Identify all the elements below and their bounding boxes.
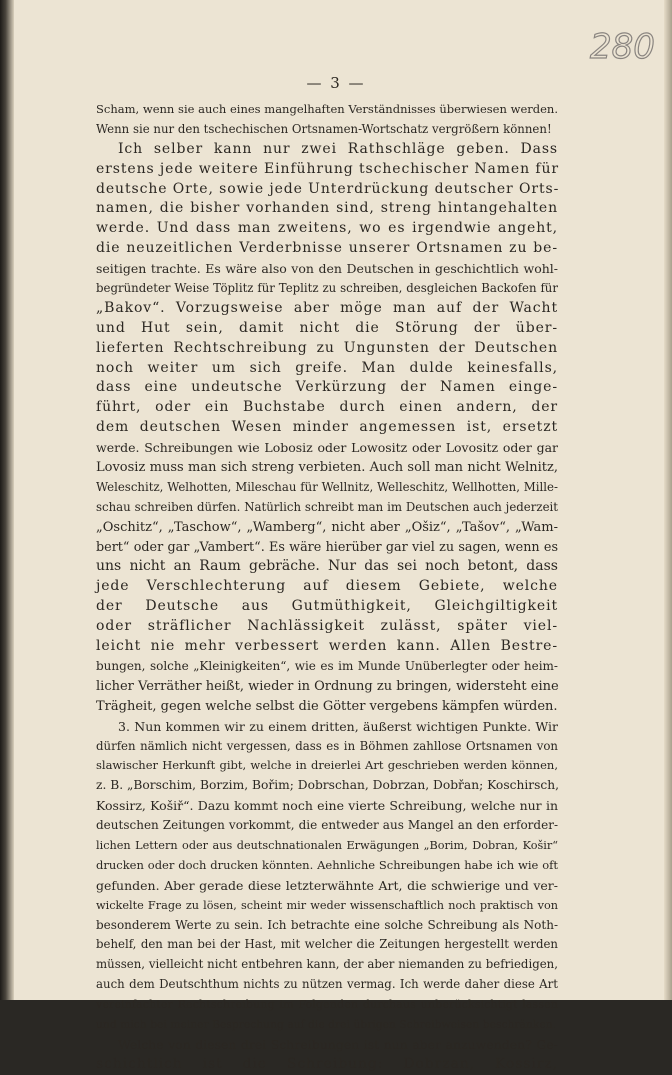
page-number: — 3 — xyxy=(306,74,366,92)
svg-text:280: 280 xyxy=(590,27,655,66)
text-line: werde. Schreibungen wie Lobosiz oder Lowositz oder Lovositz oder gar xyxy=(96,440,558,456)
text-line: Welche von diesen drei Schreibungen ist nun aber anzuwenden? Ge- xyxy=(118,1036,558,1052)
handwritten-page-number xyxy=(586,26,656,66)
text-line: deutsche Orte, sowie jede Unterdrückung deutscher Orts- xyxy=(96,180,560,197)
text-line: uns nicht an Raum gebräche. Nur das sei noch betont, dass xyxy=(96,558,558,575)
body-text xyxy=(96,100,558,1075)
text-line: „Oschitz“, „Taschow“, „Wamberg“, nicht aber „Ošiz“, „Tašov“, „Wam- xyxy=(96,519,558,535)
text-line: 3. Nun kommen wir zu einem dritten, äußerst wichtigen Punkte. Wir xyxy=(118,718,558,734)
text-line: leicht nie mehr verbessert werden kann. Allen Bestre- xyxy=(96,638,558,655)
text-line: dass eine undeutsche Verkürzung der Namen einge- xyxy=(96,379,558,396)
text-line: deutschen Zeitungen vorkommt, die entweder aus Mangel an den erforder- xyxy=(96,818,558,833)
text-line: und mich bei meiner Besprechung auf die drei übrigen Schreibweisen beschränken. xyxy=(96,1017,557,1031)
text-line: behelf, den man bei der Hast, mit welcher die Zeitungen hergestellt werden xyxy=(96,937,558,952)
text-line: seitigen trachte. Es wäre also von den Deutschen in geschichtlich wohl- xyxy=(96,261,558,277)
text-line: werde. Und dass man zweitens, wo es irgendwie angeht, xyxy=(96,220,558,237)
text-line: noch weiter um sich greife. Man dulde keinesfalls, xyxy=(96,359,558,376)
text-line: lichen Lettern oder aus deutschnationalen Erwägungen „Borim, Dobran, Košir“ xyxy=(96,838,558,852)
text-line: führt, oder ein Buchstabe durch einen andern, der xyxy=(96,399,558,416)
text-line: die neuzeitlichen Verderbnisse unserer Ortsnamen zu be- xyxy=(96,240,558,257)
text-line: Wenn sie nur den tschechischen Ortsnamen-Wortschatz vergrößern können! xyxy=(96,121,552,136)
text-line: vereinfachter Rechtschreibung im Folgenden durchaus unberücksichtigt lassen xyxy=(96,998,558,1012)
text-line: müssen, vielleicht nicht entbehren kann, der aber niemanden zu befriedigen, xyxy=(96,957,558,972)
text-line: Trägheit, gegen welche selbst die Götter vergebens kämpfen würden. xyxy=(96,698,558,714)
text-line: „Bakov“. Vorzugsweise aber möge man auf der Wacht xyxy=(96,299,558,316)
text-line: bungen, solche „Kleinigkeiten“, wie es im Munde Unüberlegter oder heim- xyxy=(96,658,558,673)
text-line: gefunden. Aber gerade diese letzterwähnte Art, die schwierige und ver- xyxy=(96,877,558,893)
text-line: Weleschitz, Welhotten, Mileschau für Wellnitz, Welleschitz, Wellhotten, Mille- xyxy=(96,479,558,494)
text-line: dürfen nämlich nicht vergessen, dass es in Böhmen zahllose Ortsnamen von xyxy=(96,738,558,753)
text-line: schau schreiben dürfen. Natürlich schreibt man im Deutschen auch jederzeit xyxy=(96,499,558,514)
text-line: licher Verräther heißt, wieder in Ordnung zu bringen, widersteht eine xyxy=(96,678,559,694)
text-line: Ich selber kann nur zwei Rathschläge geben. Dass xyxy=(118,140,558,157)
text-line: dem deutschen Wesen minder angemessen ist, ersetzt xyxy=(96,419,558,436)
text-line: bert“ oder gar „Vambert“. Es wäre hierüber gar viel zu sagen, wenn es xyxy=(96,539,558,555)
text-line: jede Verschlechterung auf diesem Gebiete, welche xyxy=(96,578,558,595)
text-line: auch dem Deutschthum nichts zu nützen vermag. Ich werde daher diese Art xyxy=(96,977,558,992)
text-line: Kossirz, Košiř“. Dazu kommt noch eine vierte Schreibung, welche nur in xyxy=(96,798,558,814)
text-line: wickelte Frage zu lösen, scheint mir weder wissenschaftlich noch praktisch von xyxy=(96,898,558,912)
text-line: oder sträflicher Nachlässigkeit zulässt, später viel- xyxy=(96,618,558,635)
text-line: und Hut sein, damit nicht die Störung der über- xyxy=(96,319,558,336)
page-binding-edge xyxy=(0,0,14,1000)
text-line: erstens jede weitere Einführung tschechischer Namen für xyxy=(96,160,559,177)
text-line: begründeter Weise Töplitz für Teplitz zu schreiben, desgleichen Backofen für xyxy=(96,281,558,296)
page-right-edge xyxy=(664,0,672,1000)
text-line: besonderem Werte zu sein. Ich betrachte eine solche Schreibung als Noth- xyxy=(96,917,558,932)
text-line: slawischer Herkunft gibt, welche in dreierlei Art geschrieben werden können, xyxy=(96,758,558,773)
text-line: drucken oder doch drucken könnten. Aehnliche Schreibungen habe ich wie oft xyxy=(96,857,558,872)
text-line: der Deutsche aus Gutmüthigkeit, Gleichgiltigkeit xyxy=(96,598,558,615)
text-line: Scham, wenn sie auch eines mangelhaften Verständnisses überwiesen werden. xyxy=(96,102,558,116)
text-line: lieferten Rechtschreibung zu Ungunsten der Deutschen xyxy=(96,339,558,356)
text-line: z. B. „Borschim, Borzim, Bořim; Dobrschan, Dobrzan, Dobřan; Koschirsch, xyxy=(96,778,560,793)
text-line: namen, die bisher vorhanden sind, streng hintangehalten xyxy=(96,200,558,217)
text-line: schichtlich ist die Schreibung: Dobrzan, Kossirz, xyxy=(96,1055,558,1072)
text-line: Lovosiz muss man sich streng verbieten. Auch soll man nicht Welnitz, xyxy=(96,460,558,476)
